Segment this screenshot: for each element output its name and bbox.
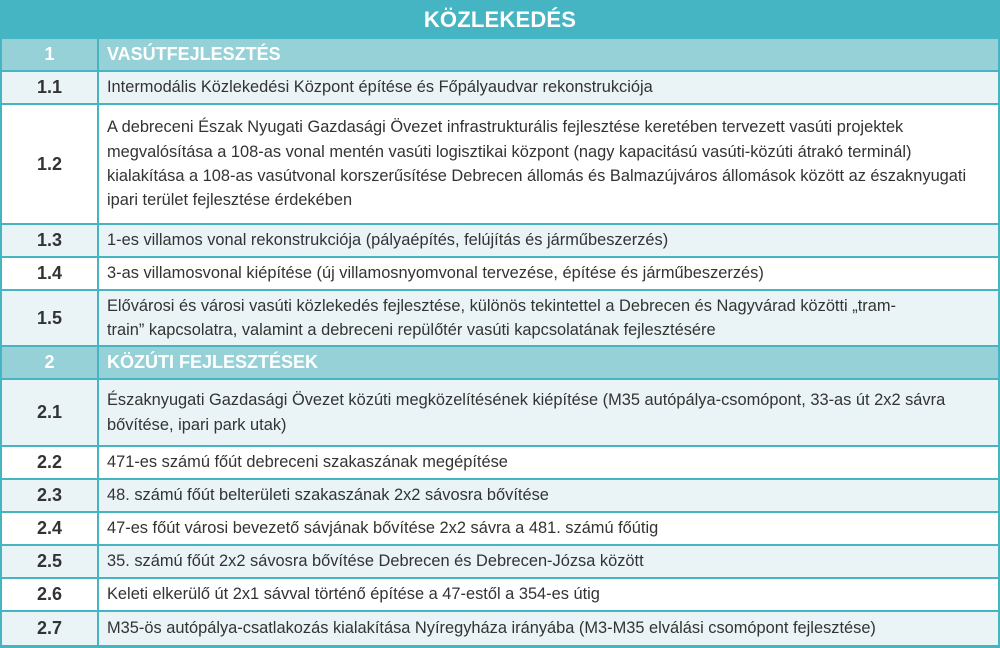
item-text: Elővárosi és városi vasúti közlekedés fejlesztése, különös tekintettel a Debrecen és Nagyvárad közötti „tram-train” kapcsolatra, valamint a debreceni repülőtér vasúti kapcsolatának fejlesztésére [99, 291, 998, 345]
item-text: Intermodális Közlekedési Központ építése és Főpályaudvar rekonstrukciója [99, 72, 998, 103]
item-number: 2.3 [2, 480, 97, 511]
item-text: M35-ös autópálya-csatlakozás kialakítása Nyíregyháza irányába (M3-M35 elválási csomópont fejlesztése) [99, 612, 998, 645]
section-header-railway [2, 39, 998, 70]
section-number: 1 [2, 39, 97, 70]
table-row [2, 72, 998, 103]
item-number: 1.2 [2, 105, 97, 223]
section-header-road [2, 347, 998, 378]
item-text: Északnyugati Gazdasági Övezet közúti megközelítésének kiépítése (M35 autópálya-csomópont, 33-as út 2x2 sávra bővítése, ipari park utak) [99, 380, 998, 445]
table-row [2, 480, 998, 511]
item-number: 2.4 [2, 513, 97, 544]
table-row [2, 579, 998, 610]
table-row [2, 546, 998, 577]
item-text: 1-es villamos vonal rekonstrukciója (pályaépítés, felújítás és járműbeszerzés) [99, 225, 998, 256]
table-row [2, 105, 998, 223]
item-text: 35. számú főút 2x2 sávosra bővítése Debrecen és Debrecen-Józsa között [99, 546, 998, 577]
table-row [2, 291, 998, 345]
table-row [2, 612, 998, 645]
section-label: VASÚTFEJLESZTÉS [99, 39, 998, 70]
item-number: 1.3 [2, 225, 97, 256]
table-row [2, 513, 998, 544]
item-number: 2.1 [2, 380, 97, 445]
item-number: 1.4 [2, 258, 97, 289]
table-row [2, 380, 998, 445]
item-text: A debreceni Észak Nyugati Gazdasági Övezet infrastrukturális fejlesztése keretében tervezett vasúti projektek megvalósítása a 108-as vonal mentén vasúti logisztikai központ (nagy kapacitású vasúti-közúti átrakó terminál) kialakítása a 108-as vasútvonal korszerűsítése Debrecen állomás és Balmazújváros állomások között az északnyugati ipari terület fejlesztése érdekében [99, 105, 998, 223]
item-text: 47-es főút városi bevezető sávjának bővítése 2x2 sávra a 481. számú főútig [99, 513, 998, 544]
item-number: 2.7 [2, 612, 97, 645]
section-label: KÖZÚTI FEJLESZTÉSEK [99, 347, 998, 378]
table-title: KÖZLEKEDÉS [2, 2, 998, 37]
table-row [2, 258, 998, 289]
item-number: 2.2 [2, 447, 97, 478]
item-number: 1.1 [2, 72, 97, 103]
table-row [2, 225, 998, 256]
table-row [2, 447, 998, 478]
item-number: 2.6 [2, 579, 97, 610]
item-text: 48. számú főút belterületi szakaszának 2x2 sávosra bővítése [99, 480, 998, 511]
item-text: 471-es számú főút debreceni szakaszának megépítése [99, 447, 998, 478]
item-text: 3-as villamosvonal kiépítése (új villamosnyomvonal tervezése, építése és járműbeszerzés) [99, 258, 998, 289]
item-text: Keleti elkerülő út 2x1 sávval történő építése a 47-estől a 354-es útig [99, 579, 998, 610]
item-number: 1.5 [2, 291, 97, 345]
item-number: 2.5 [2, 546, 97, 577]
section-number: 2 [2, 347, 97, 378]
